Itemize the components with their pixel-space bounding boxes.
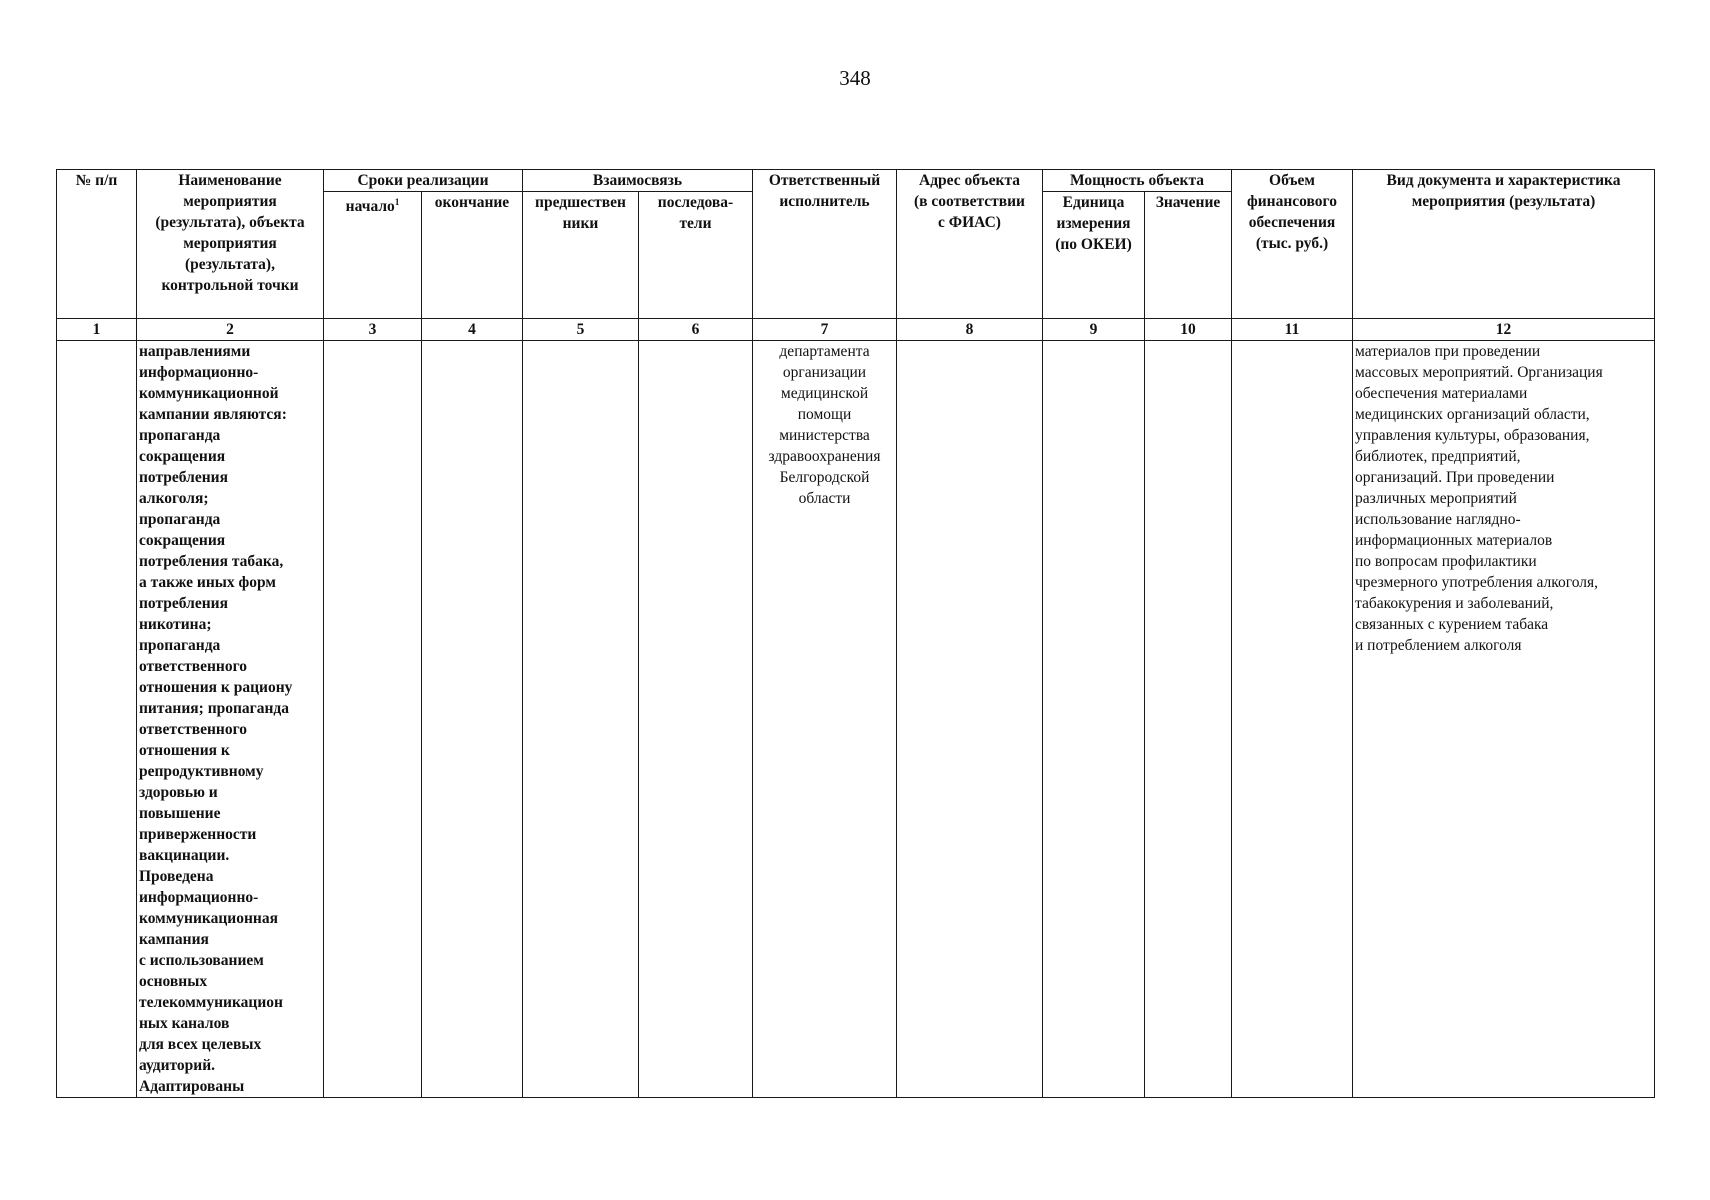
cell-number (57, 341, 137, 1098)
header-start-footnote: 1 (394, 197, 400, 207)
column-number: 8 (897, 319, 1043, 341)
column-number: 11 (1232, 319, 1353, 341)
cell-document-description: материалов при проведении массовых мероприятий. Организация обеспечения материалами медицинских организаций области, управления культуры, образования, библиотек, предприятий, организаций. При проведении различных мероприятий использование наглядно- информационных материалов по вопросам профилактики чрезмерного употребления алкоголя, табакокурения и заболеваний, связанных с курением табака и потреблением алкоголя (1353, 341, 1655, 1098)
column-number-row (57, 319, 1655, 341)
cell-start (324, 341, 422, 1098)
cell-unit (1043, 341, 1145, 1098)
cell-funding (1232, 341, 1353, 1098)
cell-activity-name: направлениями информационно- коммуникационной кампании являются: пропаганда сокращения потребления алкоголя; пропаганда сокращения потребления табака, а также иных форм потребления никотина; пропаганда ответственного отношения к рациону питания; пропаганда ответственного отношения к репродуктивному здоровью и повышение приверженности вакцинации. Проведена информационно- коммуникационная кампания с использованием основных телекоммуникацион ных каналов для всех целевых аудиторий. Адаптированы (137, 341, 324, 1098)
header-predecessors: предшествен ники (523, 192, 639, 319)
column-number: 12 (1353, 319, 1655, 341)
header-group-terms: Сроки реализации (324, 170, 523, 192)
column-number: 7 (753, 319, 897, 341)
column-number: 2 (137, 319, 324, 341)
header-start-label: начало (345, 198, 395, 216)
header-responsible: Ответственный исполнитель (753, 170, 897, 319)
cell-predecessors (523, 341, 639, 1098)
column-number: 10 (1145, 319, 1232, 341)
column-number: 3 (324, 319, 422, 341)
column-number: 9 (1043, 319, 1145, 341)
cell-responsible: департамента организации медицинской помощи министерства здравоохранения Белгородской области (753, 341, 897, 1098)
header-number: № п/п (57, 170, 137, 319)
header-unit: Единица измерения (по ОКЕИ) (1043, 192, 1145, 319)
column-number: 5 (523, 319, 639, 341)
activities-table (56, 169, 1655, 1098)
page-number: 348 (839, 66, 871, 90)
header-start (324, 192, 422, 319)
cell-end (422, 341, 523, 1098)
table-row (57, 341, 1655, 1098)
header-group-relation: Взаимосвязь (523, 170, 753, 192)
cell-value (1145, 341, 1232, 1098)
header-funding: Объем финансового обеспечения (тыс. руб.) (1232, 170, 1353, 319)
header-document-type: Вид документа и характеристика мероприятия (результата) (1353, 170, 1655, 319)
header-address: Адрес объекта (в соответствии с ФИАС) (897, 170, 1043, 319)
header-row-1 (57, 170, 1655, 192)
column-number: 6 (639, 319, 753, 341)
cell-address (897, 341, 1043, 1098)
column-number: 4 (422, 319, 523, 341)
header-value: Значение (1145, 192, 1232, 319)
header-name: Наименование мероприятия (результата), объекта мероприятия (результата), контрольной точки (137, 170, 324, 319)
header-group-capacity: Мощность объекта (1043, 170, 1232, 192)
header-successors: последова- тели (639, 192, 753, 319)
column-number: 1 (57, 319, 137, 341)
cell-successors (639, 341, 753, 1098)
header-end: окончание (422, 192, 523, 319)
